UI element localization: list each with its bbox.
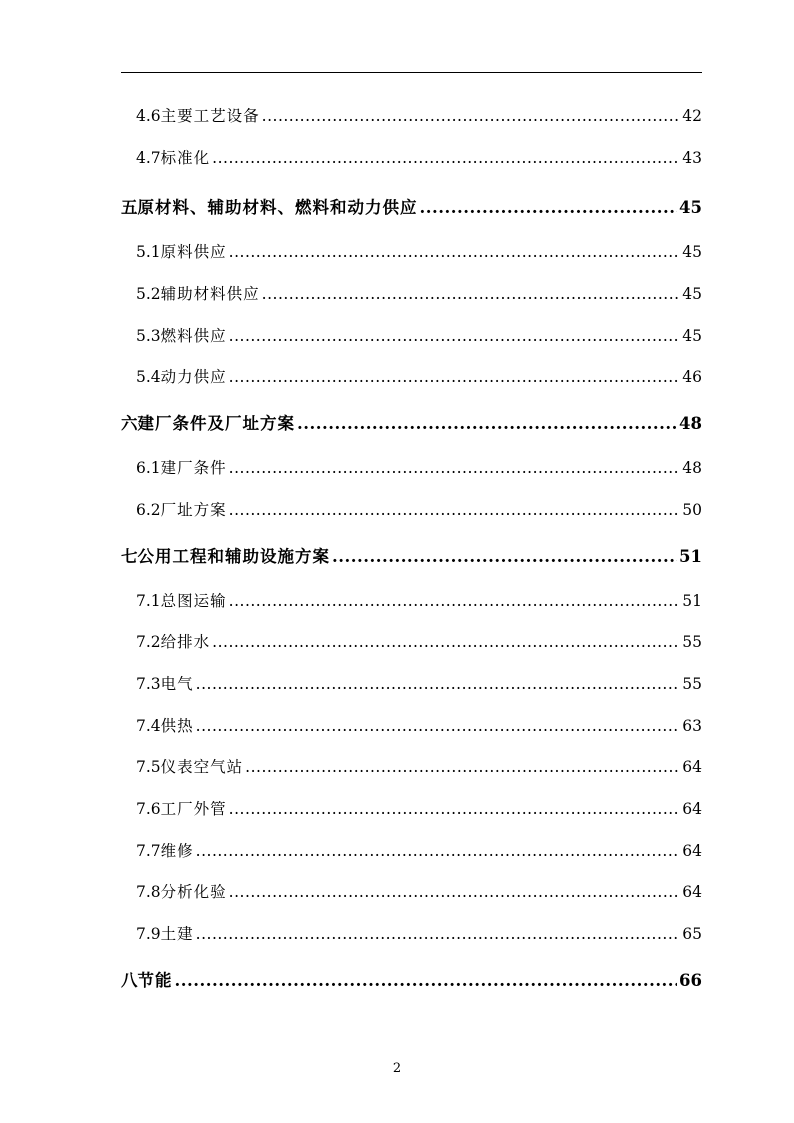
dot-leader [229,448,681,490]
toc-entry[interactable] [121,448,702,490]
toc-chapter-entry[interactable] [121,399,702,448]
toc-entry-page: 55 [682,633,702,652]
dot-leader [262,96,681,138]
toc-entry-page: 43 [682,148,702,167]
toc-entry-title: 总图运输 [160,591,227,610]
toc-entry-number: 4.7 [136,148,161,167]
toc-chapter-title: 节能 [137,970,173,990]
toc-entry[interactable] [121,706,702,748]
toc-entry-page: 51 [682,591,702,610]
toc-entry-number: 7.1 [136,591,161,610]
toc-entry[interactable] [121,581,702,623]
toc-entry-number: 7.7 [136,841,161,860]
toc-entry-page: 48 [682,459,702,478]
toc-entry[interactable] [121,872,702,914]
toc-entry[interactable] [121,490,702,532]
dot-leader [229,232,681,274]
toc-entry[interactable] [121,274,702,316]
toc-entry-number: 4.6 [136,107,161,125]
toc-entry-page: 64 [682,758,702,777]
toc-chapter-number: 七 [121,546,138,566]
toc-chapter-number: 六 [121,414,138,434]
toc-entry-page: 63 [682,716,702,735]
toc-entry-number: 5.1 [136,243,161,262]
toc-entry-title: 厂址方案 [160,500,227,519]
dot-leader [420,183,678,232]
dot-leader [229,316,681,358]
toc-entry-title: 维修 [160,841,194,860]
dot-leader [196,706,681,748]
toc-entry-number: 7.3 [136,674,161,693]
toc-entry[interactable] [121,664,702,706]
toc-chapter-entry[interactable] [121,532,702,581]
toc-entry-page: 65 [682,925,702,943]
toc-chapter-number: 五 [121,198,138,218]
toc-entry-title: 仪表空气站 [160,758,244,777]
dot-leader [196,664,681,706]
toc-entry-title: 土建 [160,925,194,943]
toc-entry-number: 7.5 [136,758,161,777]
dot-leader [229,490,681,532]
dot-leader [262,274,681,316]
toc-entry-number: 7.6 [136,799,161,818]
toc-entry-number: 7.8 [136,883,161,902]
toc-entry[interactable] [121,232,702,274]
dot-leader [229,357,681,399]
toc-entry-title: 原料供应 [160,243,227,262]
toc-entry[interactable] [121,914,702,956]
toc-entry[interactable] [121,622,702,664]
toc-chapter-title: 公用工程和辅助设施方案 [137,546,330,566]
dot-leader [297,399,677,448]
toc-entry-number: 5.4 [136,368,161,387]
toc-entry-page: 46 [682,368,702,387]
dot-leader [245,747,680,789]
toc-chapter-page: 51 [679,546,702,566]
toc-entry-page: 64 [682,883,702,902]
toc-entry-number: 7.9 [136,925,161,943]
toc-entry-page: 45 [682,243,702,262]
toc-entry-title: 分析化验 [160,883,227,902]
page-number: 2 [392,1061,402,1076]
toc-entry-number: 6.1 [136,459,161,478]
toc-entry-number: 7.2 [136,633,161,652]
dot-leader [196,831,681,873]
toc-chapter-page: 48 [679,414,702,434]
toc-entry-page: 55 [682,674,702,693]
toc-entry-page: 50 [682,500,702,519]
toc-entry-title: 辅助材料供应 [160,285,260,304]
toc-entry-title: 工厂外管 [160,799,227,818]
header-rule [121,72,702,73]
toc-chapter-number: 八 [121,970,138,990]
toc-entry-title: 建厂条件 [160,459,227,478]
dot-leader [229,789,681,831]
toc-entry-number: 5.3 [136,326,161,345]
toc-entry-page: 42 [682,107,702,125]
toc-entry-number: 6.2 [136,500,161,519]
toc-entry-number: 5.2 [136,285,161,304]
toc-entry-page: 45 [682,285,702,304]
toc-entry-page: 64 [682,799,702,818]
toc-chapter-page: 66 [679,970,702,990]
toc-entry-page: 45 [682,326,702,345]
dot-leader [229,872,681,914]
dot-leader [196,914,681,956]
dot-leader [212,622,680,664]
toc-chapter-entry[interactable] [121,183,702,232]
toc-entry[interactable] [121,831,702,873]
toc-entry-title: 电气 [160,674,194,693]
toc-entry[interactable] [121,789,702,831]
toc-chapter-title: 原材料、辅助材料、燃料和动力供应 [137,198,418,218]
dot-leader [229,581,681,623]
table-of-contents [121,96,702,1005]
toc-entry-title: 动力供应 [160,368,227,387]
toc-entry-title: 供热 [160,716,194,735]
toc-entry[interactable] [121,138,702,180]
toc-chapter-title: 建厂条件及厂址方案 [137,414,295,434]
toc-entry-title: 主要工艺设备 [160,107,260,125]
dot-leader [175,956,678,1005]
toc-entry-page: 64 [682,841,702,860]
toc-entry-number: 7.4 [136,716,161,735]
toc-entry[interactable] [121,96,702,138]
dot-leader [332,532,677,581]
toc-entry-title: 燃料供应 [160,326,227,345]
toc-chapter-entry[interactable] [121,956,702,1005]
dot-leader [212,138,680,180]
toc-entry-title: 给排水 [160,633,211,652]
toc-entry-title: 标准化 [160,148,211,167]
toc-entry[interactable] [121,747,702,789]
toc-entry[interactable] [121,357,702,399]
toc-entry[interactable] [121,316,702,358]
toc-chapter-page: 45 [679,198,702,218]
